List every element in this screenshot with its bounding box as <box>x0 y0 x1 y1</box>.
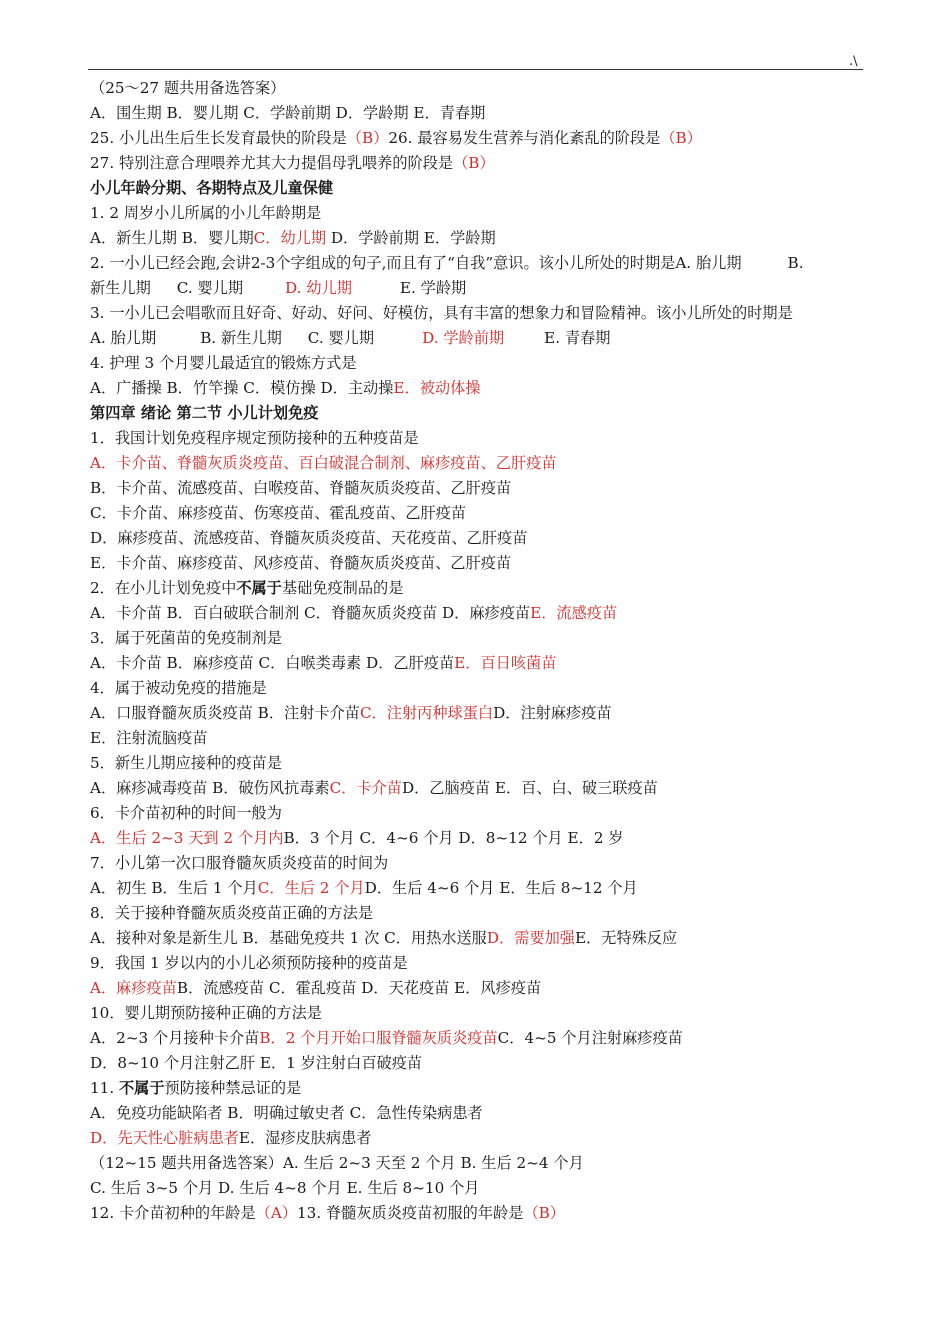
question-line <box>90 801 880 826</box>
text: A．2~3 个月接种卡介苗 <box>90 1029 260 1047</box>
text: 5．新生儿期应接种的疫苗是 <box>90 754 282 772</box>
options-line <box>90 1051 880 1076</box>
text: D．乙脑疫苗 E．百、白、破三联疫苗 <box>401 779 658 797</box>
text: C. 婴儿期 <box>176 279 244 297</box>
text: A．卡介苗 B．百白破联合制剂 C．脊髓灰质炎疫苗 D．麻疹疫苗 <box>90 604 531 622</box>
text: E. 学龄期 <box>399 279 467 297</box>
question-line <box>90 151 880 176</box>
text: 1. 2 周岁小儿所属的小儿年龄期是 <box>90 204 322 222</box>
text: C．4~5 个月注射麻疹疫苗 <box>497 1029 683 1047</box>
answer: A．卡介苗、脊髓灰质炎疫苗、百白破混合制剂、麻疹疫苗、乙肝疫苗 <box>90 454 557 472</box>
options-line <box>90 651 880 676</box>
option-line <box>90 526 880 551</box>
text: 小儿年龄分期、各期特点及儿童保健 <box>90 179 333 197</box>
options-line <box>90 826 880 851</box>
text: 10．婴儿期预防接种正确的方法是 <box>90 1004 322 1022</box>
options-line <box>90 876 880 901</box>
text: E．湿疹皮肤病患者 <box>238 1129 372 1147</box>
answer: （B） <box>346 129 389 147</box>
options-line <box>90 326 880 351</box>
options-line <box>90 976 880 1001</box>
text: 26. 最容易发生营养与消化紊乱的阶段是 <box>388 129 661 147</box>
question-line <box>90 1076 880 1101</box>
emphasis: 不属于 <box>236 579 282 597</box>
options-line <box>90 1101 880 1126</box>
text: 3．属于死菌苗的免疫制剂是 <box>90 629 282 647</box>
text: D．学龄前期 E．学龄期 <box>326 229 496 247</box>
document-body <box>90 76 880 1226</box>
options-line <box>90 701 880 726</box>
question-line <box>90 576 880 601</box>
answer: D．先天性心脏病患者 <box>90 1129 239 1147</box>
text: C．卡介苗、麻疹疫苗、伤寒疫苗、霍乱疫苗、乙肝疫苗 <box>90 504 467 522</box>
text: E．无特殊反应 <box>574 929 678 947</box>
question-line <box>90 426 880 451</box>
text: A．初生 B．生后 1 个月 <box>90 879 258 897</box>
question-line <box>90 201 880 226</box>
chapter-heading <box>90 401 880 426</box>
question-line <box>90 1201 880 1226</box>
answer: （B） <box>660 129 702 147</box>
answer: C．卡介苗 <box>329 779 402 797</box>
question-line <box>90 951 880 976</box>
text: 9．我国 1 岁以内的小儿必须预防接种的疫苗是 <box>90 954 408 972</box>
text: A．麻疹减毒疫苗 B．破伤风抗毒素 <box>90 779 330 797</box>
options-line <box>90 601 880 626</box>
options-line <box>90 226 880 251</box>
text: 27. 特别注意合理喂养尤其大力提倡母乳喂养的阶段是 <box>90 154 454 172</box>
text: B．3 个月 C．4~6 个月 D．8~12 个月 E．2 岁 <box>283 829 624 847</box>
text: A．广播操 B．竹竿操 C．模仿操 D．主动操 <box>90 379 394 397</box>
emphasis: 不属于 <box>118 1079 165 1097</box>
question-line <box>90 351 880 376</box>
options-line <box>90 101 880 126</box>
header-mark: .\ <box>849 54 858 69</box>
answer: D．需要加强 <box>486 929 575 947</box>
text: 预防接种禁忌证的是 <box>164 1079 302 1097</box>
answer: C．生后 2 个月 <box>257 879 365 897</box>
text: E. 青春期 <box>544 329 611 347</box>
options-line <box>90 276 880 301</box>
question-line <box>90 626 880 651</box>
text: 4. 护理 3 个月婴儿最适宜的锻炼方式是 <box>90 354 357 372</box>
header-rule <box>88 69 863 70</box>
text: 6．卡介苗初种的时间一般为 <box>90 804 282 822</box>
text: D．8~10 个月注射乙肝 E．1 岁注射白百破疫苗 <box>90 1054 423 1072</box>
question-line <box>90 126 880 151</box>
text: B. <box>787 254 804 272</box>
text: 新生儿期 <box>90 279 151 297</box>
question-line <box>90 901 880 926</box>
text: A．卡介苗 B．麻疹疫苗 C．白喉类毒素 D．乙肝疫苗 <box>90 654 455 672</box>
answer: D. 学龄前期 <box>422 329 505 347</box>
text: 3. 一小儿已会唱歌而且好奇、好动、好问、好模仿，具有丰富的想象力和冒险精神。该小儿所处的时期是 <box>90 304 793 322</box>
question-line <box>90 301 880 326</box>
options-line <box>90 1176 880 1201</box>
answer: （B） <box>453 154 495 172</box>
text: A．接种对象是新生儿 B．基础免疫共 1 次 C．用热水送服 <box>90 929 487 947</box>
text: C. 生后 3~5 个月 D. 生后 4~8 个月 E. 生后 8~10 个月 <box>90 1179 480 1197</box>
text: 2. 一小儿已经会跑,会讲2-3个字组成的句子,而且有了“自我”意识。该小儿所处的时期是A. 胎儿期 <box>90 254 742 272</box>
text: C. 婴儿期 <box>307 329 375 347</box>
text: B．卡介苗、流感疫苗、白喉疫苗、脊髓灰质炎疫苗、乙肝疫苗 <box>90 479 512 497</box>
text: （12~15 题共用备选答案）A. 生后 2~3 天至 2 个月 B. 生后 2~4 个月 <box>90 1154 584 1172</box>
text: B. 新生儿期 <box>200 329 282 347</box>
text: D．注射麻疹疫苗 <box>493 704 612 722</box>
text: 8．关于接种脊髓灰质炎疫苗正确的方法是 <box>90 904 374 922</box>
answer: C．注射丙种球蛋白 <box>359 704 494 722</box>
option-line <box>90 476 880 501</box>
answer: E．流感疫苗 <box>530 604 618 622</box>
text: 1．我国计划免疫程序规定预防接种的五种疫苗是 <box>90 429 419 447</box>
text: （25～27 题共用备选答案） <box>90 79 286 97</box>
option-answer <box>90 451 880 476</box>
question-line <box>90 751 880 776</box>
text: 4．属于被动免疫的措施是 <box>90 679 267 697</box>
text: D．生后 4~6 个月 E．生后 8~12 个月 <box>364 879 638 897</box>
answer: （B） <box>523 1204 565 1222</box>
options-line <box>90 1026 880 1051</box>
answer: E．百日咳菌苗 <box>454 654 557 672</box>
text: D．麻疹疫苗、流感疫苗、脊髓灰质炎疫苗、天花疫苗、乙肝疫苗 <box>90 529 528 547</box>
question-line <box>90 251 880 276</box>
option-line <box>90 551 880 576</box>
text: B．流感疫苗 C．霍乱疫苗 D．天花疫苗 E．风疹疫苗 <box>176 979 542 997</box>
question-line <box>90 676 880 701</box>
text: 11. <box>90 1079 119 1097</box>
text: E．卡介苗、麻疹疫苗、风疹疫苗、脊髓灰质炎疫苗、乙肝疫苗 <box>90 554 512 572</box>
text: A．围生期 B．婴儿期 C．学龄前期 D．学龄期 E．青春期 <box>90 104 486 122</box>
options-line <box>90 776 880 801</box>
options-line <box>90 1126 880 1151</box>
options-line <box>90 726 880 751</box>
answer: C．幼儿期 <box>253 229 327 247</box>
question-group-intro <box>90 1151 880 1176</box>
text: 7．小儿第一次口服脊髓灰质炎疫苗的时间为 <box>90 854 389 872</box>
answer: D. 幼儿期 <box>285 279 352 297</box>
text: A．新生儿期 B．婴儿期 <box>90 229 254 247</box>
text: 第四章 绪论 第二节 小儿计划免疫 <box>90 404 319 422</box>
text: 13. 脊髓灰质炎疫苗初服的年龄是 <box>297 1204 524 1222</box>
text: 基础免疫制品的是 <box>281 579 404 597</box>
options-line <box>90 926 880 951</box>
text: E．注射流脑疫苗 <box>90 729 208 747</box>
question-line <box>90 1001 880 1026</box>
text: 25. 小儿出生后生长发育最快的阶段是 <box>90 129 347 147</box>
text: A．免疫功能缺陷者 B．明确过敏史者 C．急性传染病患者 <box>90 1104 483 1122</box>
section-heading <box>90 176 880 201</box>
text: 12. 卡介苗初种的年龄是 <box>90 1204 256 1222</box>
answer: A．麻疹疫苗 <box>90 979 177 997</box>
answer: E．被动体操 <box>393 379 481 397</box>
text: A. 胎儿期 <box>90 329 157 347</box>
text: 2．在小儿计划免疫中 <box>90 579 237 597</box>
question-group-intro <box>90 76 880 101</box>
options-line <box>90 376 880 401</box>
text: A．口服脊髓灰质炎疫苗 B．注射卡介苗 <box>90 704 360 722</box>
answer: （A） <box>255 1204 298 1222</box>
answer: B．2 个月开始口服脊髓灰质炎疫苗 <box>259 1029 498 1047</box>
option-line <box>90 501 880 526</box>
answer: A．生后 2~3 天到 2 个月内 <box>90 829 284 847</box>
question-line <box>90 851 880 876</box>
